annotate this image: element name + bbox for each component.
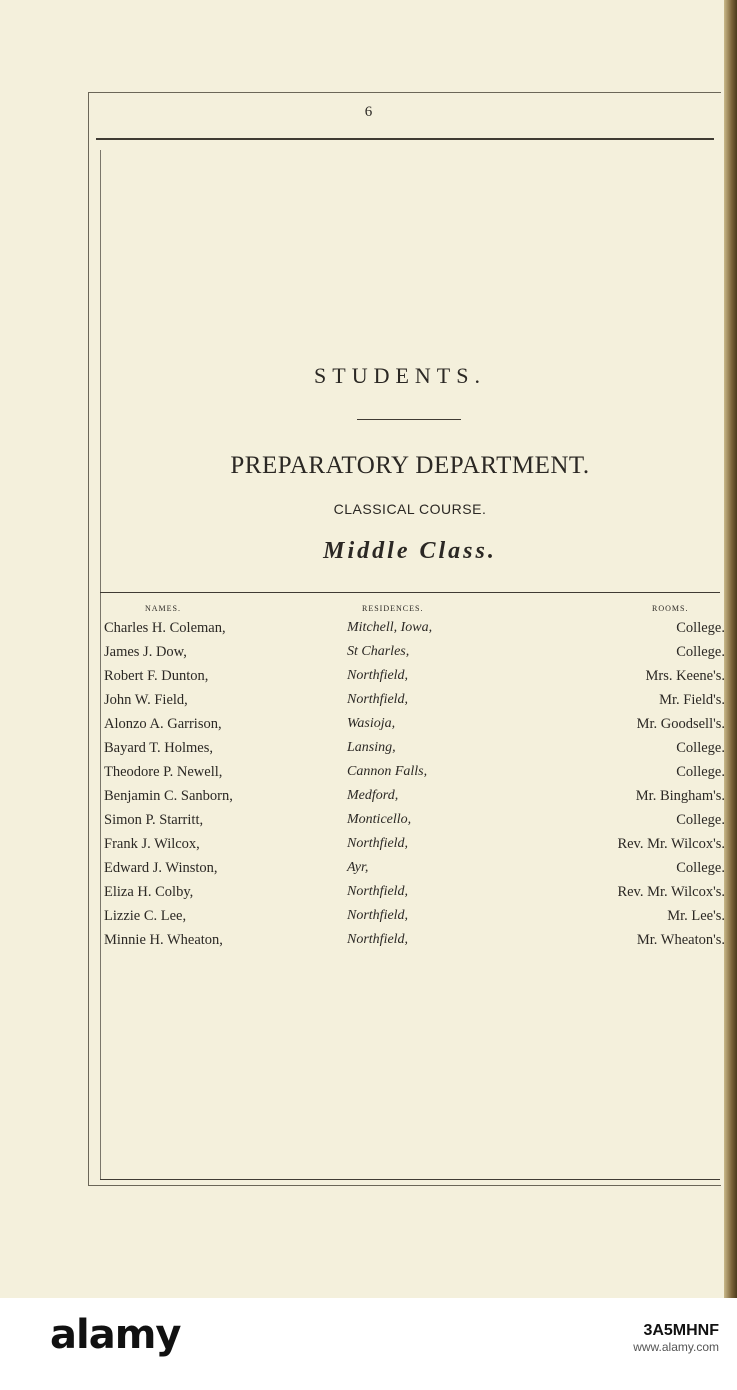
student-name: James J. Dow,: [104, 644, 187, 660]
student-name: Minnie H. Wheaton,: [104, 932, 223, 948]
student-name: Alonzo A. Garrison,: [104, 716, 222, 732]
student-name: Eliza H. Colby,: [104, 884, 194, 900]
student-residence: Cannon Falls,: [347, 764, 428, 779]
department-heading: PREPARATORY DEPARTMENT.: [230, 452, 590, 479]
student-room: Mr. Field's.: [659, 692, 725, 708]
student-name: Simon P. Starritt,: [104, 812, 204, 828]
student-room: Mr. Bingham's.: [635, 788, 725, 804]
table-row: [0, 860, 737, 884]
table-row: [0, 836, 737, 860]
stock-url: www.alamy.com: [633, 1340, 719, 1354]
table-top-rule: [100, 592, 720, 593]
class-heading: Middle Class.: [323, 538, 497, 564]
brand-logo: alamy: [50, 1312, 181, 1358]
bottom-rule: [100, 1179, 720, 1180]
table-row: [0, 908, 737, 932]
student-residence: Northfield,: [347, 836, 409, 851]
student-residence: Northfield,: [347, 908, 409, 923]
page-title: STUDENTS.: [314, 363, 486, 388]
student-name: John W. Field,: [104, 692, 188, 708]
table-row: [0, 884, 737, 908]
image-id: 3A5MHNF: [643, 1322, 719, 1339]
student-room: Mr. Lee's.: [667, 908, 725, 924]
student-name: Benjamin C. Sanborn,: [104, 788, 233, 804]
student-name: Robert F. Dunton,: [104, 668, 209, 684]
student-room: Rev. Mr. Wilcox's.: [617, 884, 725, 900]
heading-divider: [357, 419, 461, 420]
student-residence: Ayr,: [347, 860, 369, 875]
student-residence: St Charles,: [347, 644, 410, 659]
student-room: College.: [676, 620, 725, 636]
student-room: Rev. Mr. Wilcox's.: [617, 836, 725, 852]
image-reference: [633, 1323, 719, 1355]
page-number: 6: [364, 104, 373, 120]
student-room: Mr. Wheaton's.: [636, 932, 725, 948]
student-room: College.: [676, 812, 725, 828]
student-room: College.: [676, 644, 725, 660]
table-row: [0, 620, 737, 644]
student-name: Bayard T. Holmes,: [104, 740, 213, 756]
table-row: [0, 668, 737, 692]
student-room: Mr. Goodsell's.: [636, 716, 725, 732]
header-rule: [96, 138, 714, 140]
student-room: College.: [676, 740, 725, 756]
column-header-residences: RESIDENCES.: [362, 604, 424, 613]
table-row: [0, 788, 737, 812]
student-residence: Northfield,: [347, 668, 409, 683]
student-residence: Northfield,: [347, 932, 409, 947]
student-room: Mrs. Keene's.: [645, 668, 725, 684]
student-residence: Wasioja,: [347, 716, 396, 731]
column-header-rooms: ROOMS.: [652, 604, 689, 613]
student-name: Frank J. Wilcox,: [104, 836, 200, 852]
student-residence: Mitchell, Iowa,: [347, 620, 433, 635]
table-row: [0, 812, 737, 836]
table-row: [0, 740, 737, 764]
student-name: Edward J. Winston,: [104, 860, 218, 876]
student-room: College.: [676, 860, 725, 876]
student-residence: Monticello,: [347, 812, 412, 827]
student-room: College.: [676, 764, 725, 780]
student-residence: Northfield,: [347, 884, 409, 899]
student-name: Theodore P. Newell,: [104, 764, 223, 780]
table-row: [0, 644, 737, 668]
table-row: [0, 764, 737, 788]
table-row: [0, 932, 737, 956]
table-row: [0, 716, 737, 740]
course-heading: CLASSICAL COURSE.: [333, 501, 487, 517]
column-header-names: NAMES.: [145, 604, 182, 613]
student-residence: Lansing,: [347, 740, 396, 755]
student-residence: Northfield,: [347, 692, 409, 707]
student-residence: Medford,: [347, 788, 399, 803]
student-name: Lizzie C. Lee,: [104, 908, 187, 924]
table-row: [0, 692, 737, 716]
student-name: Charles H. Coleman,: [104, 620, 226, 636]
